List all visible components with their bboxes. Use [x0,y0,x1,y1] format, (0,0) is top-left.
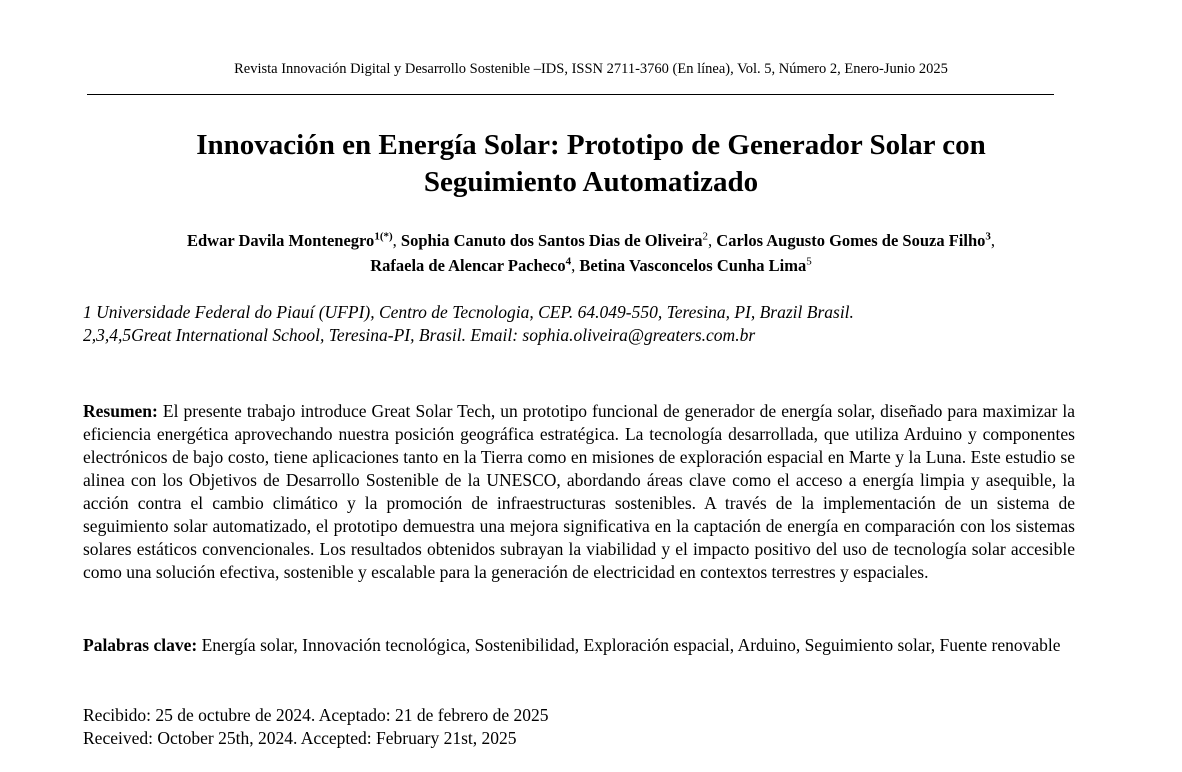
title-line-1: Innovación en Energía Solar: Prototipo de Generador Solar con [196,129,986,161]
author-line-1 [60,228,1122,253]
author-name: Betina Vasconcelos Cunha Lima [579,256,807,275]
affiliation-1: 1 Universidade Federal do Piauí (UFPI), Centro de Tecnologia, CEP. 64.049-550, Teresina, PI, Brazil Brasil. [83,302,854,322]
author-separator: , [990,231,995,250]
keywords [83,634,1075,657]
dates-spanish: Recibido: 25 de octubre de 2024. Aceptado: 21 de febrero de 2025 [83,705,549,725]
author-affiliation-mark: 1(*) [374,230,393,243]
abstract [83,400,1075,584]
author-list [60,228,1122,278]
dates-english: Received: October 25th, 2024. Accepted: February 21st, 2025 [83,728,517,748]
author-name: Sophia Canuto dos Santos Dias de Oliveira [400,231,703,250]
author-affiliation-mark: 4 [565,255,572,268]
author-name: Rafaela de Alencar Pacheco [370,256,566,275]
paper-title [60,127,1122,201]
author-separator: , [571,256,580,275]
author-affiliation-mark: 5 [806,255,812,268]
author-name: Carlos Augusto Gomes de Souza Filho [716,231,986,250]
author-affiliation-mark: 3 [985,230,991,243]
journal-header: Revista Innovación Digital y Desarrollo Sostenible –IDS, ISSN 2711-3760 (En línea), Vol. 5, Número 2, Enero-Junio 2025 [234,61,948,77]
keywords-label: Palabras clave: [83,635,198,655]
author-line-2 [60,253,1122,278]
affiliation-2: 2,3,4,5Great International School, Teresina-PI, Brasil. Email: sophia.oliveira@greaters.com.br [83,325,756,345]
title-line-2: Seguimiento Automatizado [423,166,759,198]
abstract-text: El presente trabajo introduce Great Solar Tech, un prototipo funcional de generador de energía solar, diseñado para maximizar la eficiencia energética aprovechando nuestra posición geográfica estratégica. La tecnología desarrollada, que utiliza Arduino y componentes electrónicos de bajo costo, tiene aplicaciones tanto en la Tierra como en misiones de exploración espacial en Marte y la Luna. Este estudio se alinea con los Objetivos de Desarrollo Sostenible de la UNESCO, abordando áreas clave como el acceso a energía limpia y asequible, la acción contra el cambio climático y la promoción de infraestructuras sostenibles. A través de la implementación de un sistema de seguimiento solar automatizado, el prototipo demuestra una mejora significativa en la captación de energía en comparación con los sistemas solares estáticos convencionales. Los resultados obtenidos subrayan la viabilidad y el impacto positivo del uso de tecnología solar accesible como una solución efectiva, sostenible y escalable para la generación de electricidad en contextos terrestres y espaciales. [83,401,1076,582]
header-rule [87,94,1054,95]
author-separator: , [392,231,401,250]
abstract-label: Resumen: [83,401,158,421]
author-separator: , [708,231,717,250]
author-name: Edwar Davila Montenegro [187,231,375,250]
submission-dates [83,704,1075,750]
keywords-text: Energía solar, Innovación tecnológica, Sostenibilidad, Exploración espacial, Arduino, Seguimiento solar, Fuente renovable [201,635,1061,655]
author-affiliation-mark: 2 [702,230,709,243]
